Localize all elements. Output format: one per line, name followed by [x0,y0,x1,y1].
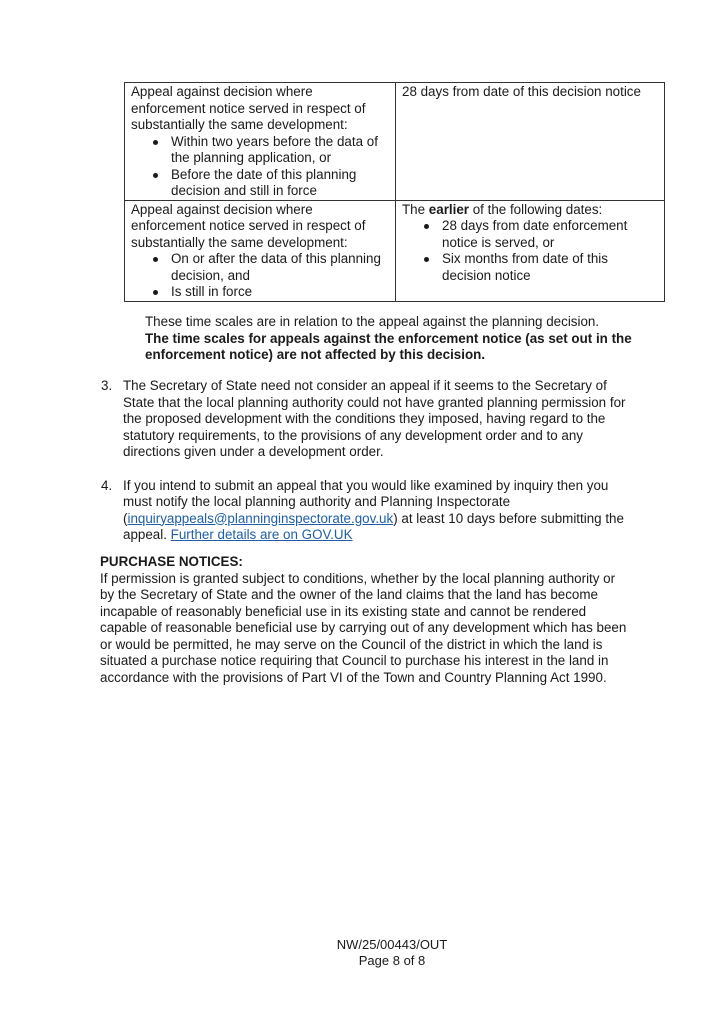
bullet-item: Is still in force [171,284,389,301]
numbered-points [100,378,630,544]
condition-text: Appeal against decision where enforcement notice served in respect of substantially the same development: [131,84,366,132]
bullet-item: On or after the data of this planning decision, and [171,251,389,284]
timescale-emphasis: earlier [428,201,470,217]
timescale-text: 28 days from date of this decision notice [402,84,641,99]
application-reference: NW/25/00443/OUT [336,937,448,952]
item-text: The Secretary of State need not consider an appeal if it seems to the Secretary of State that the local planning authority could not have granted planning permission for the proposed development with the conditions they imposed, having regard to the statutory requirements, to the provisions of any development order and to any directions given under a development order. [123,378,626,459]
item-number: 3. [101,378,113,393]
timescale-suffix: of the following dates: [469,201,603,217]
gov-uk-details-link[interactable]: Further details are on GOV.UK [170,527,353,542]
table-cell-condition [125,83,396,201]
page-number: Page 8 of 8 [358,953,426,968]
item-text-continued: ) at least 10 days before submitting the appeal. [123,510,624,542]
note-bold-text: The time scales for appeals against the enforcement notice (as set out in the enforcement notice) are not affected by this decision. [145,330,632,362]
timescale-note [145,314,635,364]
page-footer [0,937,724,969]
table-row [125,83,665,201]
appeal-timescales-table [124,82,665,302]
bullet-item: Six months from date of this decision notice [442,251,658,284]
note-text: These time scales are in relation to the appeal against the planning decision. [145,314,600,329]
bullet-item: Before the date of this planning decision and still in force [171,167,389,200]
condition-text: Appeal against decision where enforcement notice served in respect of substantially the same development: [131,201,366,250]
bullet-item: 28 days from date enforcement notice is served, or [442,218,658,251]
inquiry-email-link[interactable]: inquiryappeals@planninginspectorate.gov.uk [127,510,394,526]
list-item [100,478,630,544]
bullet-item: Within two years before the data of the planning application, or [171,134,389,167]
table-row [125,200,665,301]
section-body: If permission is granted subject to conditions, whether by the local planning authority or by the Secretary of State and the owner of the land claims that the land has become incapable of reasonably beneficial use in its existing state and cannot be rendered capable of reasonable beneficial use by carrying out of any development which has been or would be permitted, he may serve on the Council of the district in which the land is situated a purchase notice requiring that Council to purchase his interest in the land in accordance with the provisions of Part VI of the Town and Country Planning Act 1990. [100,570,627,685]
purchase-notices-section [100,554,630,686]
condition-bullet-list [131,251,389,301]
table-cell-timescale [396,83,665,201]
timescale-bullet-list [402,218,658,284]
table-cell-condition [125,200,396,301]
item-text: If you intend to submit an appeal that you would like examined by inquiry then you must notify the local planning authority and Planning Inspectorate ( [123,477,609,526]
list-item [100,378,630,461]
table-cell-timescale [396,200,665,301]
condition-bullet-list [131,134,389,200]
timescale-prefix: The [402,201,429,217]
item-number: 4. [101,477,113,493]
section-heading: PURCHASE NOTICES: [100,554,243,569]
timescale-text [402,202,658,219]
